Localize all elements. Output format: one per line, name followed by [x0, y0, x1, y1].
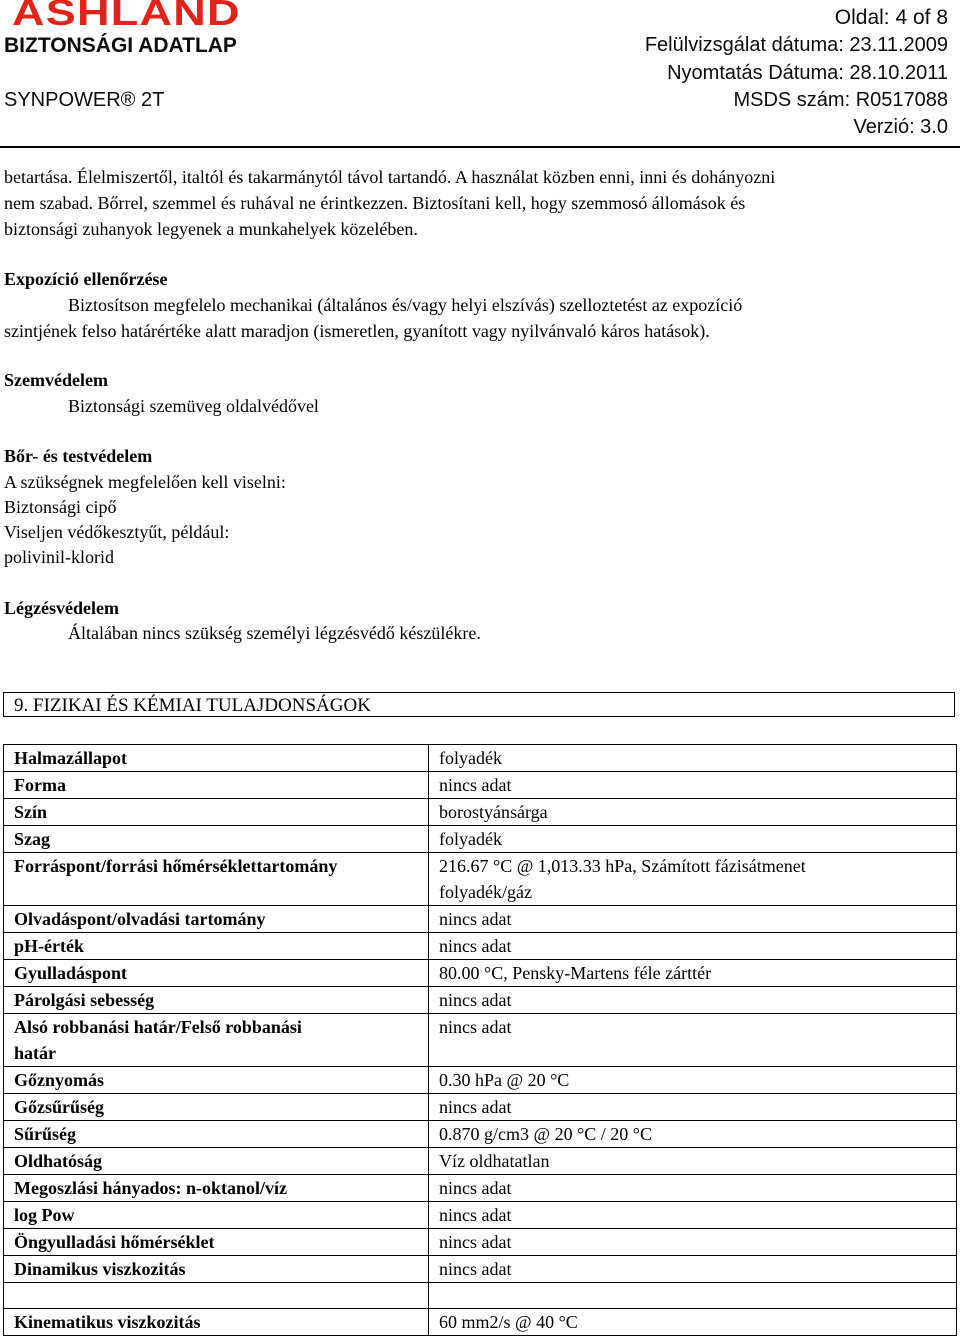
table-row — [3, 1256, 957, 1283]
empty-cell — [3, 1283, 429, 1309]
property-value: folyadék — [429, 745, 957, 772]
property-value: nincs adat — [429, 1256, 957, 1283]
page-number: Oldal: 4 of 8 — [834, 6, 948, 29]
section-9-header — [3, 692, 955, 717]
property-label-line-2: határ — [14, 1043, 56, 1063]
table-row — [3, 987, 957, 1014]
eye-protection-text: Biztonsági szemüveg oldalvédővel — [68, 396, 319, 416]
property-label: Kinematikus viszkozitás — [3, 1309, 429, 1336]
property-label: Sűrűség — [3, 1121, 429, 1148]
property-value: nincs adat — [429, 1202, 957, 1229]
table-row — [3, 906, 957, 933]
section-9-title: 9. FIZIKAI ÉS KÉMIAI TULAJDONSÁGOK — [14, 695, 371, 716]
property-value: Víz oldhatatlan — [429, 1148, 957, 1175]
header-divider — [0, 146, 960, 148]
property-label-text: Forráspont/forrási hőmérséklettartomány — [14, 856, 338, 876]
property-label: Dinamikus viszkozitás — [3, 1256, 429, 1283]
property-value: borostyánsárga — [429, 799, 957, 826]
property-value: nincs adat — [429, 1175, 957, 1202]
document-title: BIZTONSÁGI ADATLAP — [4, 34, 237, 57]
respiratory-heading: Légzésvédelem — [4, 598, 119, 618]
property-label: Gőznyomás — [3, 1067, 429, 1094]
property-value: nincs adat — [429, 987, 957, 1014]
property-label: Olvadáspont/olvadási tartomány — [3, 906, 429, 933]
property-label: pH-érték — [3, 933, 429, 960]
property-value: nincs adat — [429, 1094, 957, 1121]
property-label-line-1: Alsó robbanási határ/Felső robbanási — [14, 1017, 302, 1037]
table-row — [3, 853, 957, 906]
property-label: Párolgási sebesség — [3, 987, 429, 1014]
property-label: Szín — [3, 799, 429, 826]
table-row — [3, 772, 957, 799]
skin-line-2: Biztonsági cipő — [4, 497, 117, 517]
table-row — [3, 1202, 957, 1229]
property-value: 60 mm2/s @ 40 °C — [429, 1309, 957, 1336]
table-row — [3, 745, 957, 772]
version: Verzió: 3.0 — [853, 116, 948, 138]
skin-line-3: Viseljen védőkesztyűt, például: — [4, 522, 230, 542]
table-row — [3, 1094, 957, 1121]
empty-cell — [429, 1283, 957, 1309]
msds-number: MSDS szám: R0517088 — [733, 89, 948, 111]
table-row — [3, 1175, 957, 1202]
table-row — [3, 933, 957, 960]
exposure-heading: Expozíció ellenőrzése — [4, 269, 168, 289]
property-label: Szag — [3, 826, 429, 853]
property-value: 80.00 °C, Pensky-Martens féle zárttér — [429, 960, 957, 987]
property-label: log Pow — [3, 1202, 429, 1229]
property-value: 0.870 g/cm3 @ 20 °C / 20 °C — [429, 1121, 957, 1148]
intro-line-2: nem szabad. Bőrrel, szemmel és ruhával ne érintkezzen. Biztosítani kell, hogy szemmosó állomások és — [4, 193, 746, 213]
property-label: Forma — [3, 772, 429, 799]
property-value: folyadék — [429, 826, 957, 853]
property-value: nincs adat — [429, 906, 957, 933]
skin-line-4: polivinil-klorid — [4, 547, 114, 567]
intro-line-3: biztonsági zuhanyok legyenek a munkahelyek közelében. — [4, 219, 418, 239]
table-row — [3, 960, 957, 987]
respiratory-text: Általában nincs szükség személyi légzésvédő készülékre. — [68, 623, 481, 643]
table-row — [3, 799, 957, 826]
property-label — [3, 853, 429, 906]
product-name: SYNPOWER® 2T — [4, 89, 165, 111]
property-label: Halmazállapot — [3, 745, 429, 772]
property-value: nincs adat — [429, 772, 957, 799]
property-value-line-2: folyadék/gáz — [439, 882, 532, 902]
table-row — [3, 1148, 957, 1175]
table-row — [3, 826, 957, 853]
skin-protection-heading: Bőr- és testvédelem — [4, 446, 153, 466]
property-label: Oldhatóság — [3, 1148, 429, 1175]
property-value: 0.30 hPa @ 20 °C — [429, 1067, 957, 1094]
property-label: Gőzsűrűség — [3, 1094, 429, 1121]
table-row — [3, 1014, 957, 1067]
revision-date: Felülvizsgálat dátuma: 23.11.2009 — [644, 34, 948, 56]
table-row — [3, 1067, 957, 1094]
ashland-logo: ASHLAND — [12, 0, 241, 33]
property-label: Megoszlási hányados: n-oktanol/víz — [3, 1175, 429, 1202]
print-date: Nyomtatás Dátuma: 28.10.2011 — [667, 62, 948, 84]
property-label: Öngyulladási hőmérséklet — [3, 1229, 429, 1256]
table-spacer-row — [3, 1283, 957, 1309]
property-value: nincs adat — [429, 1014, 957, 1067]
exposure-line-2: szintjének felso határértéke alatt maradjon (ismeretlen, gyanított vagy nyilvánvaló káros hatások). — [4, 321, 710, 341]
skin-line-1: A szükségnek megfelelően kell viselni: — [4, 472, 286, 492]
exposure-line-1: Biztosítson megfelelo mechanikai (általános és/vagy helyi elszívás) szelloztetést az expozíció — [68, 295, 743, 315]
property-value: nincs adat — [429, 933, 957, 960]
table-row — [3, 1121, 957, 1148]
eye-protection-heading: Szemvédelem — [4, 370, 108, 390]
properties-table — [3, 744, 957, 1336]
table-row — [3, 1229, 957, 1256]
property-value — [429, 853, 957, 906]
property-value: nincs adat — [429, 1229, 957, 1256]
table-row — [3, 1309, 957, 1336]
property-label: Gyulladáspont — [3, 960, 429, 987]
intro-line-1: betartása. Élelmiszertől, italtól és takarmánytól távol tartandó. A használat közben enni, inni és dohányozni — [4, 167, 776, 187]
property-label — [3, 1014, 429, 1067]
property-value-line-1: 216.67 °C @ 1,013.33 hPa, Számított fázisátmenet — [439, 856, 806, 876]
